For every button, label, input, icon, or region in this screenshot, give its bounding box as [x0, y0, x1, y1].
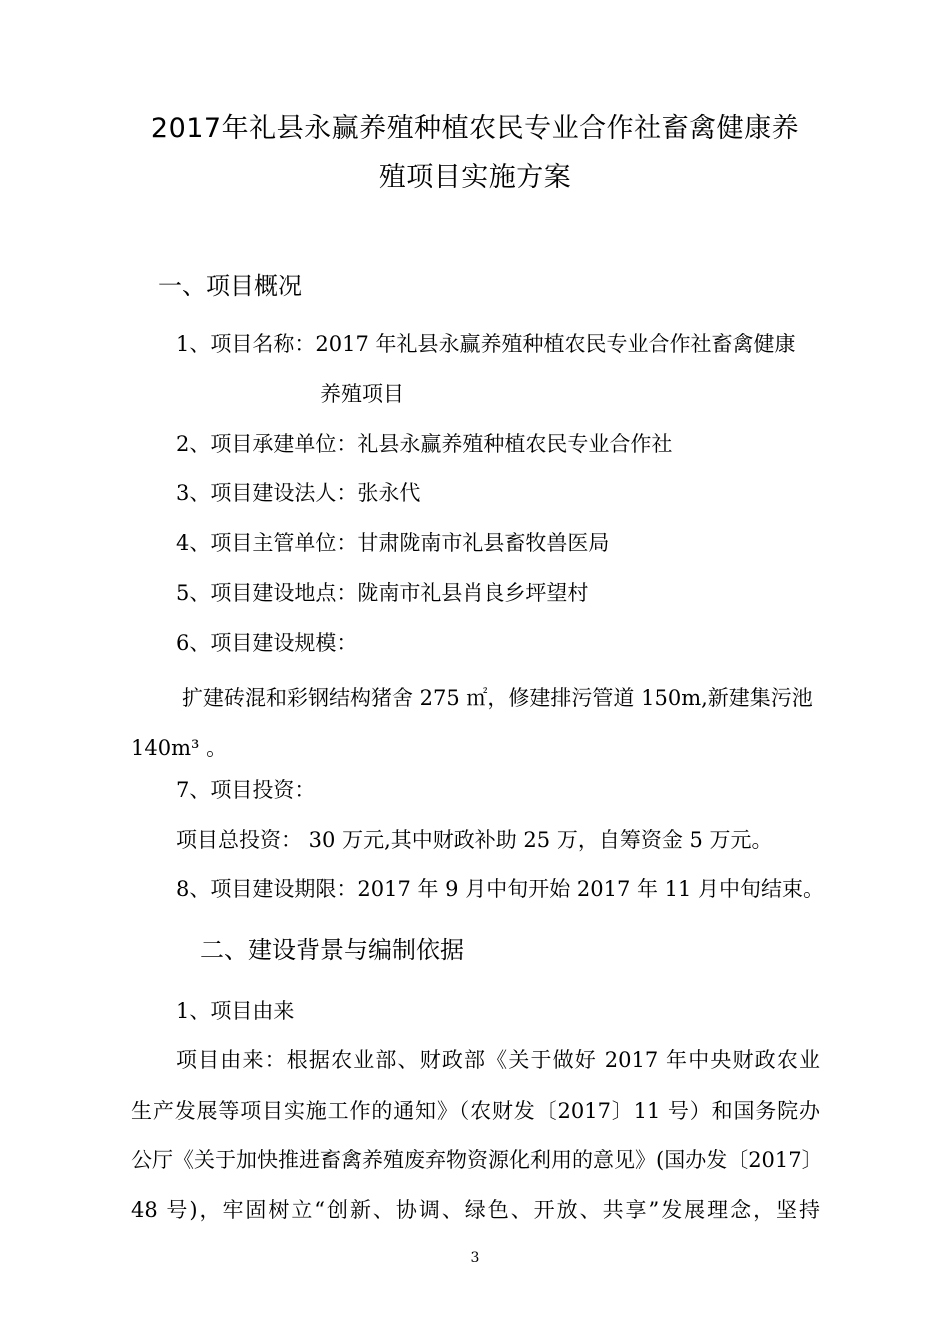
paragraph-line-2: 生产发展等项目实施工作的通知》（农财发〔2017〕11 号）和国务院办	[131, 1099, 820, 1123]
section-heading-overview: 一、项目概况	[158, 272, 302, 300]
document-title-line-1: 2017年礼县永赢养殖种植农民专业合作社畜禽健康养	[150, 113, 800, 144]
item-scale-detail-line-2: 140m³ 。	[131, 736, 228, 760]
item-scale-detail-line-1: 扩建砖混和彩钢结构猪舍 275 ㎡，修建排污管道 150m,新建集污池	[182, 686, 813, 710]
item-investment: 7、项目投资：	[176, 778, 316, 802]
paragraph-line-3: 公厅《关于加快推进畜禽养殖废弃物资源化利用的意见》(国办发〔2017〕	[131, 1148, 823, 1172]
item-contractor: 2、项目承建单位：礼县永赢养殖种植农民专业合作社	[176, 432, 673, 456]
item-project-name-line-2: 养殖项目	[320, 382, 404, 406]
item-period: 8、项目建设期限：2017 年 9 月中旬开始 2017 年 11 月中旬结束。	[176, 877, 825, 901]
sub-heading-origin: 1、项目由来	[176, 999, 295, 1023]
item-supervising-unit: 4、项目主管单位：甘肃陇南市礼县畜牧兽医局	[176, 531, 610, 555]
paragraph-line-4: 48 号)，牢固树立“创新、协调、绿色、开放、共享”发展理念，坚持	[131, 1198, 820, 1222]
item-legal-person: 3、项目建设法人：张永代	[176, 481, 421, 505]
item-investment-detail: 项目总投资： 30 万元,其中财政补助 25 万，自筹资金 5 万元。	[176, 828, 773, 852]
document-title-line-2: 殖项目实施方案	[378, 162, 572, 193]
page-number: 3	[470, 1250, 480, 1266]
item-project-name-line-1: 1、项目名称：2017 年礼县永赢养殖种植农民专业合作社畜禽健康	[176, 332, 796, 356]
item-location: 5、项目建设地点：陇南市礼县肖良乡坪望村	[176, 581, 589, 605]
paragraph-line-1: 项目由来：根据农业部、财政部《关于做好 2017 年中央财政农业	[176, 1048, 820, 1072]
section-heading-background: 二、建设背景与编制依据	[200, 936, 464, 964]
item-scale: 6、项目建设规模：	[176, 631, 358, 655]
